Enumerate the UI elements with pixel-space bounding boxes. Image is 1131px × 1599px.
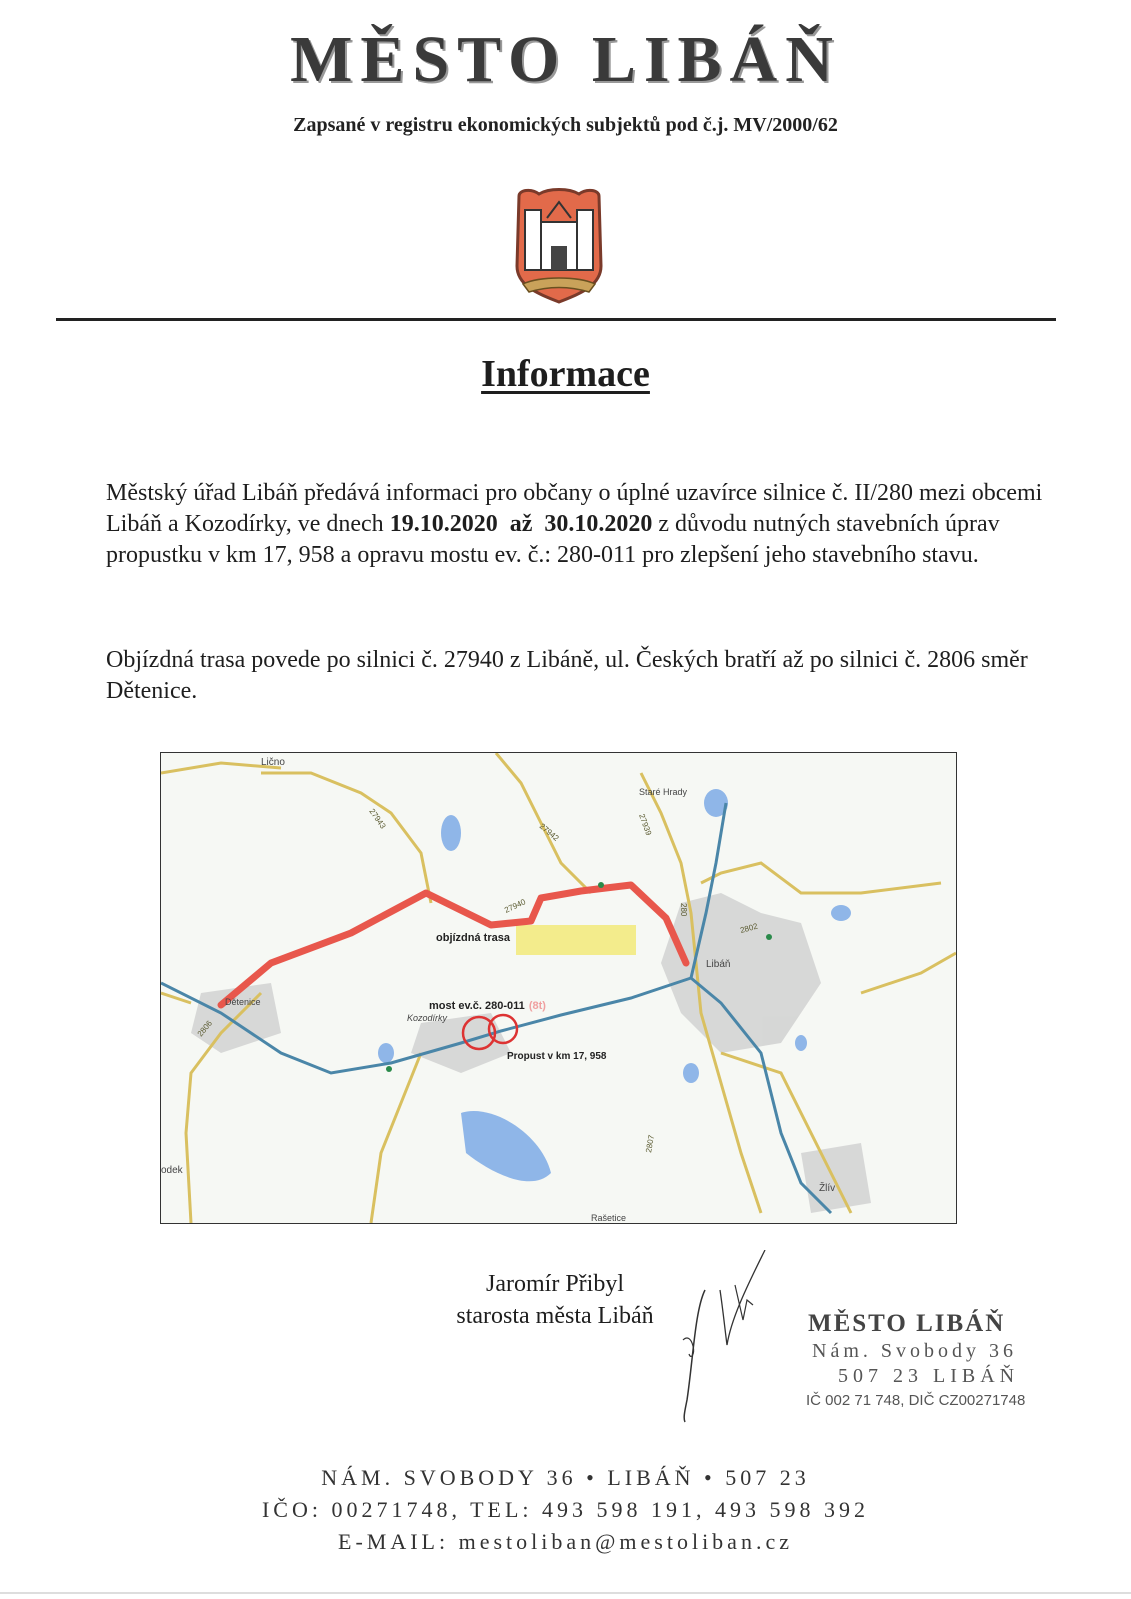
road-number-27943: 27943 <box>367 806 388 831</box>
road-number-2802: 2802 <box>739 921 759 935</box>
stamp-town: MĚSTO LIBÁŇ <box>808 1310 1006 1337</box>
label-bottom-village: Rašetice <box>591 1213 627 1223</box>
bridge-label-text: most ev.č. 280-011 <box>429 1000 525 1012</box>
date-to: 30.10.2020 <box>544 511 653 537</box>
field-area <box>516 925 636 955</box>
registration-subtitle: Zapsané v registru ekonomických subjektů pod č.j. MV/2000/62 <box>293 114 838 136</box>
detour-map <box>160 752 957 1224</box>
culvert-label: Propust v km 17, 958 <box>507 1051 607 1062</box>
signature-icon <box>665 1250 795 1425</box>
road-number-27939: 27939 <box>637 812 654 837</box>
closure-paragraph <box>106 478 1046 571</box>
label-odek: odek <box>161 1165 183 1176</box>
official-stamp <box>808 1310 1068 1409</box>
label-stare-hrady: Staré Hrady <box>639 787 688 797</box>
closure-text-end: z důvodu nutných stavebních úprav propustku v km 17, 958 a opravu mostu ev. č.: 280-011 pro zlepšení jeho stavebního stavu. <box>106 511 1000 568</box>
road-number-2806: 2806 <box>195 1018 214 1039</box>
stamp-ids: IČ 002 71 748, DIČ CZ00271748 <box>806 1392 1026 1409</box>
date-from: 19.10.2020 <box>389 511 498 537</box>
signer-role: starosta města Libáň <box>456 1303 654 1329</box>
label-detenice: Dětenice <box>225 997 261 1007</box>
road-number-27942: 27942 <box>537 821 561 843</box>
coat-of-arms-icon <box>509 188 609 306</box>
label-kozodirky: Kozodírky <box>407 1013 448 1023</box>
stamp-street: Nám. Svobody 36 <box>812 1340 1017 1362</box>
bridge-weight-text: (8t) <box>528 1000 546 1012</box>
label-zliv: Žlív <box>819 1183 836 1194</box>
stamp-postcode: 507 23 LIBÁŇ <box>838 1365 1020 1387</box>
town-title: MĚSTO LIBÁŇ <box>290 23 841 96</box>
signer-block <box>430 1268 680 1332</box>
detour-paragraph: Objízdná trasa povede po silnici č. 27940 z Libáně, ul. Českých bratří až po silnici č. 2806 směr Dětenice. <box>106 647 1028 704</box>
label-liban: Libáň <box>706 959 731 970</box>
page-heading: Informace <box>481 353 650 395</box>
road-number-27940: 27940 <box>503 897 528 915</box>
road-number-2807: 2807 <box>644 1134 657 1154</box>
road-number-280: 280 <box>679 903 688 917</box>
bottom-edge-line <box>0 1592 1131 1594</box>
closure-text-start: Městský úřad Libáň předává informaci pro občany o úplné uzavírce silnice č. II/280 mezi obcemi Libáň a Kozodírky, ve dnech <box>106 480 1043 537</box>
detour-label: objízdná trasa <box>436 932 510 944</box>
footer-ids-phone: IČO: 00271748, TEL: 493 598 191, 493 598 392 <box>261 1497 870 1522</box>
footer-email: E-MAIL: mestoliban@mestoliban.cz <box>338 1529 793 1554</box>
footer-address: NÁM. SVOBODY 36 • LIBÁŇ • 507 23 <box>321 1465 810 1490</box>
date-until: až <box>509 511 533 537</box>
label-licno: Lično <box>261 757 285 768</box>
header-divider <box>56 318 1056 321</box>
bridge-label <box>429 1000 546 1012</box>
footer <box>0 1462 1131 1558</box>
signer-name: Jaromír Přibyl <box>486 1271 624 1297</box>
